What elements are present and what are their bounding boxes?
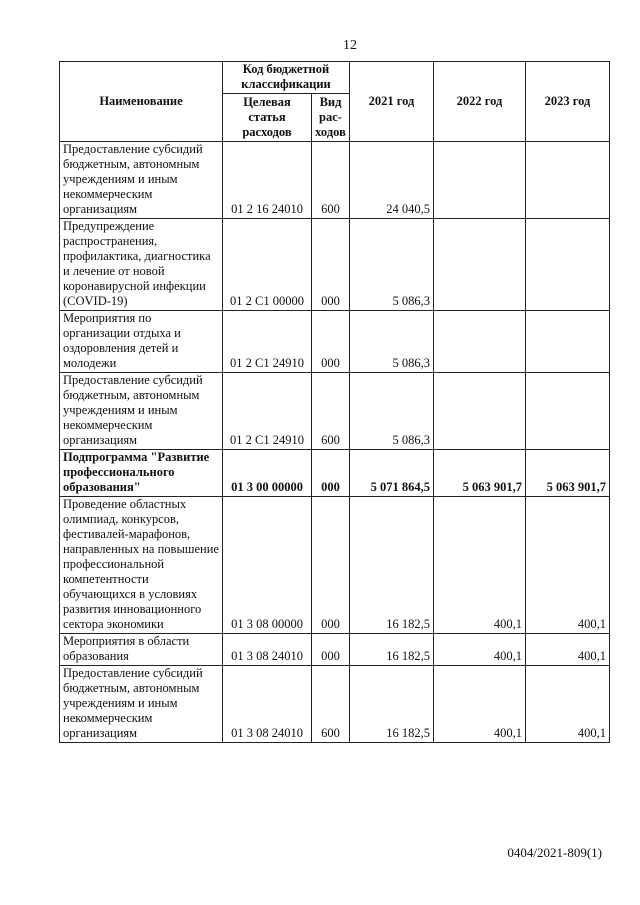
row-expense-type-cell: 000 bbox=[312, 311, 350, 373]
row-2022-cell bbox=[434, 219, 526, 311]
row-2022-cell: 400,1 bbox=[434, 666, 526, 743]
row-2021-cell: 16 182,5 bbox=[350, 497, 434, 634]
row-expense-type-cell: 000 bbox=[312, 634, 350, 666]
document-code: 0404/2021-809(1) bbox=[507, 845, 602, 860]
row-name-cell: Мероприятия в области образования bbox=[60, 634, 223, 666]
header-code-group: Код бюджетной классификации bbox=[223, 62, 350, 94]
row-2023-cell: 400,1 bbox=[526, 634, 610, 666]
row-name-cell: Мероприятия по организации отдыха и оздоровления детей и молодежи bbox=[60, 311, 223, 373]
row-2023-cell bbox=[526, 142, 610, 219]
row-2022-cell bbox=[434, 373, 526, 450]
row-2023-cell bbox=[526, 219, 610, 311]
table-body bbox=[60, 142, 610, 743]
row-2021-cell: 24 040,5 bbox=[350, 142, 434, 219]
row-2021-cell: 16 182,5 bbox=[350, 666, 434, 743]
row-expense-type-cell: 600 bbox=[312, 373, 350, 450]
row-2021-cell: 5 071 864,5 bbox=[350, 450, 434, 497]
row-target-article-cell: 01 3 08 24010 bbox=[223, 666, 312, 743]
row-expense-type-cell: 000 bbox=[312, 450, 350, 497]
table-row bbox=[60, 219, 610, 311]
row-2023-cell bbox=[526, 311, 610, 373]
table-header bbox=[60, 62, 610, 142]
row-expense-type-cell: 600 bbox=[312, 142, 350, 219]
row-name-cell: Проведение областных олимпиад, конкурсов, фестивалей-марафонов, направленных на повышение профессиональной компетентности обучающихся в условиях развития инновационного сектора экономики bbox=[60, 497, 223, 634]
row-2023-cell bbox=[526, 373, 610, 450]
row-target-article-cell: 01 2 16 24010 bbox=[223, 142, 312, 219]
row-target-article-cell: 01 2 С1 24910 bbox=[223, 311, 312, 373]
header-2022: 2022 год bbox=[434, 62, 526, 142]
row-expense-type-cell: 000 bbox=[312, 219, 350, 311]
table-row bbox=[60, 497, 610, 634]
header-name: Наименование bbox=[60, 62, 223, 142]
header-2023: 2023 год bbox=[526, 62, 610, 142]
table-row bbox=[60, 634, 610, 666]
row-name-cell: Предупреждение распространения, профилактика, диагностика и лечение от новой коронавирусной инфекции (COVID-19) bbox=[60, 219, 223, 311]
row-2022-cell bbox=[434, 311, 526, 373]
row-target-article-cell: 01 2 С1 00000 bbox=[223, 219, 312, 311]
row-expense-type-cell: 000 bbox=[312, 497, 350, 634]
row-2023-cell: 400,1 bbox=[526, 497, 610, 634]
row-name-cell: Предоставление субсидий бюджетным, автономным учреждениям и иным некоммерческим организациям bbox=[60, 142, 223, 219]
budget-table bbox=[59, 61, 610, 743]
row-target-article-cell: 01 2 С1 24910 bbox=[223, 373, 312, 450]
row-2022-cell: 400,1 bbox=[434, 634, 526, 666]
row-2023-cell: 5 063 901,7 bbox=[526, 450, 610, 497]
table-row bbox=[60, 142, 610, 219]
row-2021-cell: 5 086,3 bbox=[350, 373, 434, 450]
page-number: 12 bbox=[343, 38, 357, 53]
row-2022-cell: 400,1 bbox=[434, 497, 526, 634]
row-2023-cell: 400,1 bbox=[526, 666, 610, 743]
header-2021: 2021 год bbox=[350, 62, 434, 142]
row-target-article-cell: 01 3 08 00000 bbox=[223, 497, 312, 634]
row-target-article-cell: 01 3 00 00000 bbox=[223, 450, 312, 497]
row-2022-cell: 5 063 901,7 bbox=[434, 450, 526, 497]
table-row bbox=[60, 450, 610, 497]
header-target-article: Целевая статья расходов bbox=[223, 94, 312, 142]
row-expense-type-cell: 600 bbox=[312, 666, 350, 743]
row-2021-cell: 5 086,3 bbox=[350, 311, 434, 373]
table-row bbox=[60, 666, 610, 743]
row-2022-cell bbox=[434, 142, 526, 219]
table-row bbox=[60, 373, 610, 450]
row-name-cell: Предоставление субсидий бюджетным, автономным учреждениям и иным некоммерческим организациям bbox=[60, 373, 223, 450]
row-name-cell: Предоставление субсидий бюджетным, автономным учреждениям и иным некоммерческим организациям bbox=[60, 666, 223, 743]
row-2021-cell: 5 086,3 bbox=[350, 219, 434, 311]
table-row bbox=[60, 311, 610, 373]
row-name-cell: Подпрограмма "Развитие профессионального образования" bbox=[60, 450, 223, 497]
row-target-article-cell: 01 3 08 24010 bbox=[223, 634, 312, 666]
row-2021-cell: 16 182,5 bbox=[350, 634, 434, 666]
header-expense-type: Вид рас-ходов bbox=[312, 94, 350, 142]
